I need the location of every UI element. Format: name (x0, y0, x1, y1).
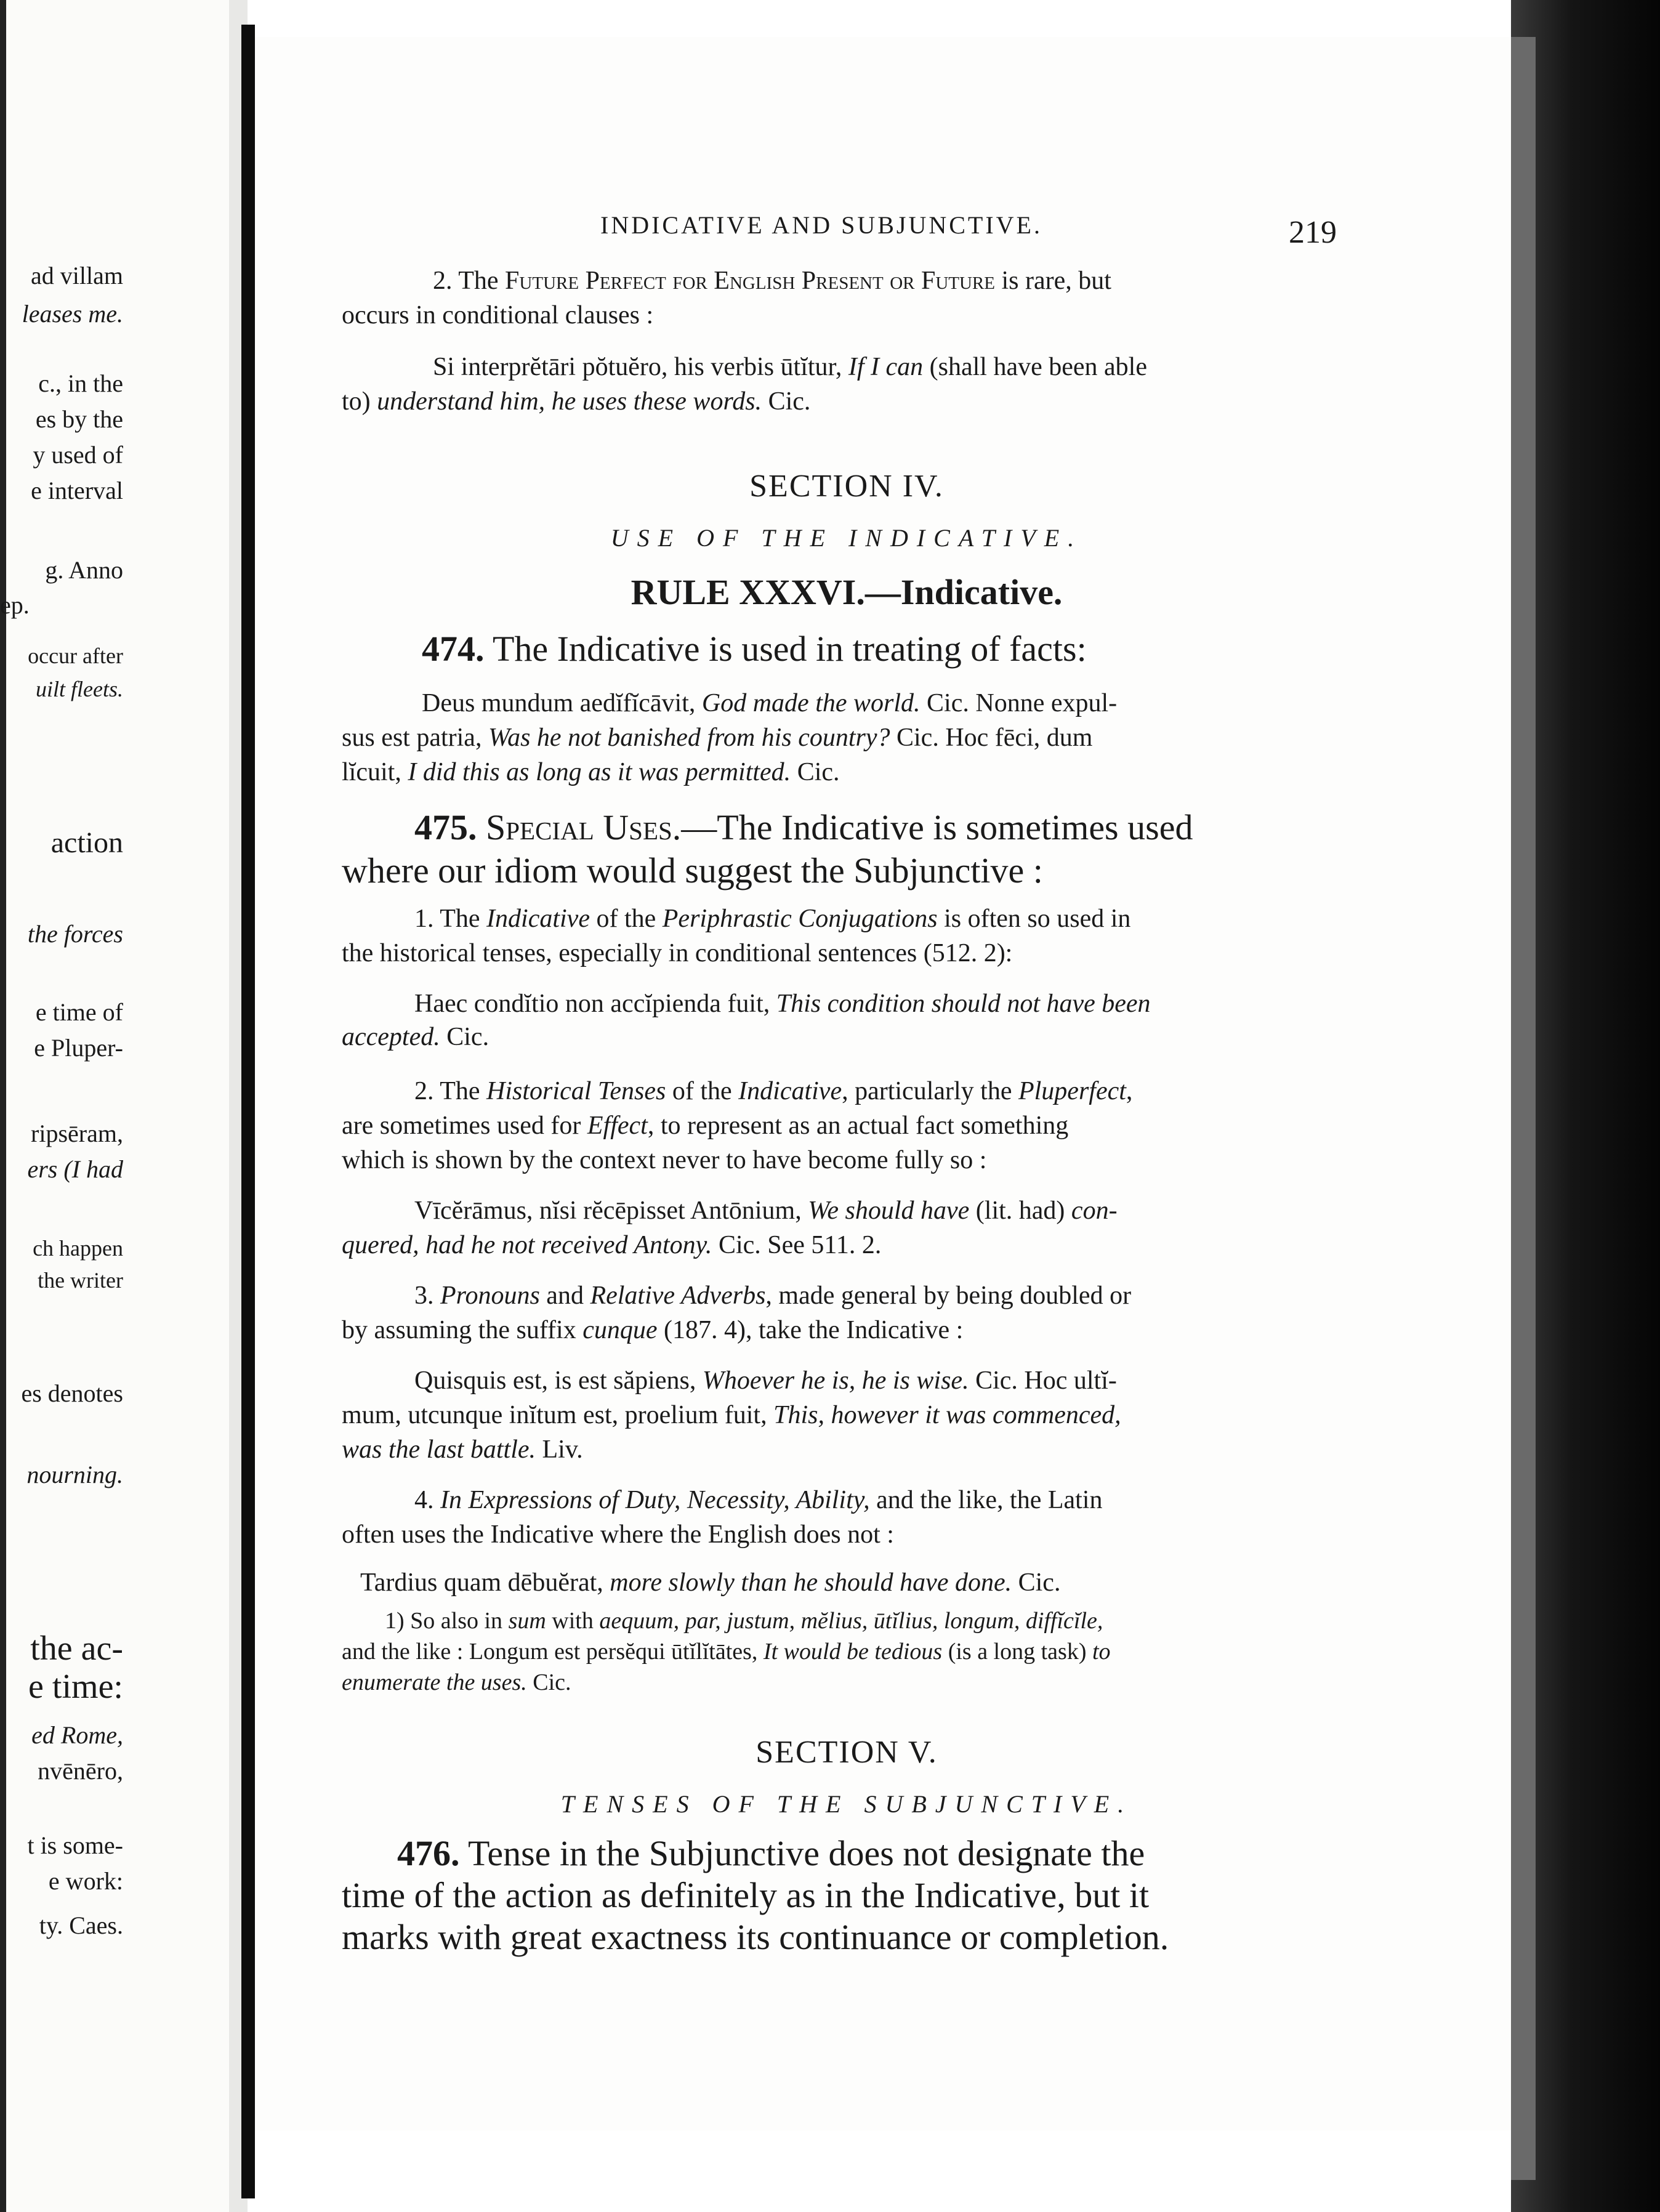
paragraph-474 (422, 628, 1352, 669)
text: 2. The (433, 267, 506, 295)
example-475-3-line1 (414, 1366, 1352, 1395)
translation-text: I did this as long as it was permitted. (408, 758, 791, 786)
left-fragment: c., in the (38, 369, 123, 397)
citation: Cic. (533, 1669, 571, 1695)
translation-text: more slowly than he should have done. (610, 1568, 1012, 1597)
text: 1) So also in (385, 1608, 509, 1634)
citation: Cic. (797, 758, 840, 786)
text: (lit. had) (975, 1197, 1065, 1225)
section-v-heading: SECTION V. (755, 1735, 938, 1770)
paragraph-475-1-line1 (414, 904, 1352, 934)
latin-text: lĭcuit, (342, 758, 401, 786)
text: 3. (414, 1282, 440, 1310)
text: of the (589, 905, 663, 933)
italic-term: Pronouns (440, 1282, 540, 1310)
translation-text: to (1092, 1639, 1111, 1665)
paragraph-2-line2: occurs in conditional clauses : (342, 301, 654, 329)
left-fragment: the ac- (30, 1629, 123, 1668)
small-caps-text: Future Perfect for English Present or Future (505, 267, 995, 295)
paragraph-476-line1 (397, 1833, 1352, 1874)
paragraph-475-line2: where our idiom would suggest the Subjunctive : (342, 850, 1043, 890)
left-fragment: e time of (35, 998, 123, 1026)
left-fragment: uilt fleets. (36, 677, 123, 701)
small-caps-text: Special Uses. (486, 807, 682, 847)
left-page-fragment (0, 0, 229, 2212)
text: with (546, 1608, 600, 1634)
text: , to represent as an actual fact something (647, 1112, 1069, 1140)
italic-term: In Expressions of Duty, Necessity, Ability, (440, 1486, 870, 1514)
text: to) (342, 387, 371, 416)
citation: Liv. (542, 1435, 583, 1464)
paragraph-475-line1 (414, 807, 1352, 848)
left-fragment: nvēnēro, (38, 1757, 123, 1785)
italic-term: aequum, par, justum, mĕlius, ūtĭlius, longum, diffĭcĭle, (599, 1608, 1103, 1634)
paragraph-475-4-line2: often uses the Indicative where the English does not : (342, 1520, 894, 1549)
example-475-2-line1 (414, 1196, 1352, 1225)
citation: Cic. (1018, 1568, 1061, 1597)
left-fragment: y used of (33, 441, 123, 469)
text: , made general by being doubled or (765, 1282, 1132, 1310)
text: (187. 4), take the Indicative : (657, 1316, 964, 1344)
citation: Cic. (446, 1023, 490, 1051)
example-475-3-line2 (342, 1400, 1352, 1430)
rule-text: The Indicative is used in treating of facts: (492, 629, 1087, 669)
left-fragment: ch happen (33, 1236, 123, 1261)
latin-text: Haec condĭtio non accĭpienda fuit, (414, 990, 770, 1018)
italic-term: Indicative (738, 1077, 842, 1105)
text: , particularly the (842, 1077, 1018, 1105)
example-475-3-line3 (342, 1435, 1352, 1464)
left-fragment: e Pluper- (34, 1034, 123, 1062)
footnote-line3 (342, 1669, 1352, 1696)
example-474-line1 (422, 688, 1352, 718)
left-fragment: e interval (31, 477, 123, 504)
italic-term: Indicative (486, 905, 590, 933)
latin-text: Quisquis est, is est săpiens, (414, 1366, 696, 1395)
example-475-1-line1 (414, 989, 1352, 1019)
text: Cic. Nonne expul- (927, 689, 1118, 717)
translation-text: God made the world. (701, 689, 921, 717)
left-fragment: the forces (27, 920, 123, 948)
translation-text: If I can (848, 353, 924, 381)
example-2-line2 (342, 387, 1352, 416)
text: is rare, but (995, 267, 1111, 295)
example-475-4 (360, 1568, 1352, 1597)
text: 4. (414, 1486, 440, 1514)
left-fragment: occur after (28, 644, 123, 668)
bottom-margin (255, 2131, 1511, 2212)
translation-text: accepted. (342, 1023, 440, 1051)
rule-text: —The Indicative is sometimes used (681, 807, 1193, 847)
italic-term: sum (508, 1608, 546, 1634)
section-iv-heading: SECTION IV. (749, 469, 944, 504)
text: and the like, the Latin (869, 1486, 1103, 1514)
tenses-of-subjunctive-heading: TENSES OF THE SUBJUNCTIVE. (560, 1790, 1133, 1818)
section-number: 474. (422, 629, 485, 669)
text: Cic. Hoc ultĭ- (975, 1366, 1117, 1395)
translation-text: Whoever he is, he is wise. (702, 1366, 969, 1395)
text: are sometimes used for (342, 1112, 587, 1140)
paragraph-475-2-line1 (414, 1076, 1352, 1106)
paragraph-2-line1 (433, 266, 1352, 296)
translation-text: was the last battle. (342, 1435, 536, 1464)
citation: Cic. See 511. 2. (718, 1231, 882, 1259)
text: , (1126, 1077, 1133, 1105)
example-2-line1 (433, 352, 1352, 382)
left-fragment: ripsēram, (31, 1120, 123, 1147)
italic-term: Relative Adverbs (590, 1282, 766, 1310)
left-fragment: ty. Caes. (39, 1911, 123, 1939)
citation: Cic. (768, 387, 811, 416)
italic-term: Historical Tenses (486, 1077, 666, 1105)
paragraph-475-3-line2 (342, 1315, 1352, 1345)
left-fragment: es by the (35, 405, 123, 433)
left-fragment: ed Rome, (31, 1721, 123, 1749)
translation-text: It would be tedious (763, 1639, 943, 1665)
left-fragment: leases me. (22, 300, 123, 328)
footnote-line1 (385, 1607, 1352, 1634)
latin-text: Deus mundum aedĭfĭcāvit, (422, 689, 696, 717)
text: of the (666, 1077, 739, 1105)
latin-text: Si interprĕtāri pŏtuĕro, his verbis ūtĭtur, (433, 353, 842, 381)
left-fragment: ad villam (31, 262, 123, 289)
use-of-indicative-heading: USE OF THE INDICATIVE. (610, 524, 1083, 552)
translation-text: enumerate the uses. (342, 1669, 527, 1695)
text: is often so used in (937, 905, 1131, 933)
text: and (539, 1282, 590, 1310)
translation-text: This, however it was commenced, (773, 1401, 1121, 1429)
italic-term: Pluperfect (1018, 1077, 1126, 1105)
italic-term: Periphrastic Conjugations (662, 905, 938, 933)
paragraph-476-line3: marks with great exactness its continuance or completion. (342, 1917, 1169, 1957)
latin-text: Tardius quam dēbuĕrat, (360, 1568, 603, 1597)
left-fragment: t is some- (27, 1831, 123, 1859)
translation-text: We should have (808, 1197, 970, 1225)
running-head: INDICATIVE AND SUBJUNCTIVE. (600, 211, 1042, 239)
paragraph-475-2-line2 (342, 1111, 1352, 1140)
left-fragment: ers (I had (27, 1155, 123, 1183)
translation-text: quered, had he not received Antony. (342, 1231, 712, 1259)
latin-text: sus est patria, (342, 724, 482, 752)
paragraph-475-4-line1 (414, 1485, 1352, 1515)
text: 1. The (414, 905, 487, 933)
text: (is a long task) (948, 1639, 1087, 1665)
translation-text: understand him, he uses these words. (377, 387, 762, 416)
text: (shall have been able (929, 353, 1147, 381)
example-474-line2 (342, 723, 1352, 753)
left-fragment: e work: (48, 1867, 123, 1895)
page-number: 219 (1289, 215, 1337, 250)
footnote-line2 (342, 1638, 1352, 1665)
paragraph-475-2-line3: which is shown by the context never to have become fully so : (342, 1146, 987, 1174)
left-fragment: es denotes (21, 1379, 123, 1407)
left-fragment: the writer (38, 1268, 123, 1293)
rule-text: Tense in the Subjunctive does not designate the (467, 1833, 1145, 1873)
text: by assuming the suffix (342, 1316, 583, 1344)
latin-text: Vīcĕrāmus, nĭsi rĕcēpisset Antōnium, (414, 1197, 802, 1225)
section-number: 475. (414, 807, 477, 847)
italic-term: cunque (582, 1316, 658, 1344)
translation-text: This condition should not have been (776, 990, 1151, 1018)
binding-inner-edge (1511, 37, 1536, 2180)
translation-text: con- (1071, 1197, 1118, 1225)
latin-text: mum, utcunque inĭtum est, proelium fuit, (342, 1401, 767, 1429)
example-474-line3 (342, 757, 1352, 787)
spine-shadow (241, 25, 255, 2198)
translation-text: Was he not banished from his country? (488, 724, 890, 752)
rule-xxxvi-heading: RULE XXXVI.—Indicative. (631, 572, 1063, 612)
left-fragment: ep. (0, 591, 30, 619)
latin-text: and the like : Longum est persĕqui ūtĭlĭtātes, (342, 1639, 758, 1665)
left-fragment: action (50, 826, 123, 859)
paragraph-475-3-line1 (414, 1281, 1352, 1310)
left-fragment: g. Anno (45, 556, 123, 584)
paragraph-475-1-line2: the historical tenses, especially in conditional sentences (512. 2): (342, 939, 1013, 967)
example-475-1-line2 (342, 1022, 1352, 1052)
text: Cic. Hoc fēci, dum (896, 724, 1093, 752)
section-number: 476. (397, 1833, 460, 1873)
left-fragment: nourning. (26, 1461, 123, 1488)
left-fragment: e time: (28, 1668, 123, 1706)
italic-term: Effect (587, 1112, 648, 1140)
text: 2. The (414, 1077, 487, 1105)
paragraph-476-line2: time of the action as definitely as in the Indicative, but it (342, 1875, 1150, 1915)
example-475-2-line2 (342, 1230, 1352, 1260)
